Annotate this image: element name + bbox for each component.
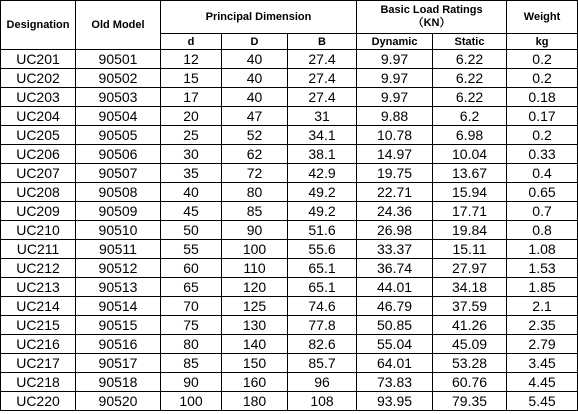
cell-dynamic: 22.71 <box>357 183 433 202</box>
cell-d: 65 <box>161 278 222 297</box>
cell-old-model: 90520 <box>76 392 161 411</box>
cell-dynamic: 73.83 <box>357 373 433 392</box>
table-row <box>1 278 578 297</box>
cell-weight: 0.2 <box>507 50 578 69</box>
cell-static: 6.22 <box>433 88 507 107</box>
cell-weight: 2.1 <box>507 297 578 316</box>
cell-dynamic: 9.97 <box>357 69 433 88</box>
cell-d: 15 <box>161 69 222 88</box>
header-load-unit: （KN） <box>412 17 451 29</box>
cell-dynamic: 46.79 <box>357 297 433 316</box>
cell-dynamic: 55.04 <box>357 335 433 354</box>
cell-old-model: 90509 <box>76 202 161 221</box>
cell-outer-d: 40 <box>222 69 288 88</box>
cell-old-model: 90516 <box>76 335 161 354</box>
cell-b: 65.1 <box>288 259 357 278</box>
cell-old-model: 90510 <box>76 221 161 240</box>
cell-designation: UC207 <box>1 164 76 183</box>
table-row <box>1 50 578 69</box>
cell-outer-d: 40 <box>222 50 288 69</box>
cell-dynamic: 9.97 <box>357 88 433 107</box>
cell-weight: 0.8 <box>507 221 578 240</box>
cell-d: 25 <box>161 126 222 145</box>
cell-b: 27.4 <box>288 88 357 107</box>
table-row <box>1 373 578 392</box>
cell-weight: 0.2 <box>507 126 578 145</box>
cell-dynamic: 33.37 <box>357 240 433 259</box>
table-row <box>1 183 578 202</box>
cell-b: 49.2 <box>288 183 357 202</box>
cell-weight: 5.45 <box>507 392 578 411</box>
cell-designation: UC214 <box>1 297 76 316</box>
cell-outer-d: 160 <box>222 373 288 392</box>
table-row <box>1 335 578 354</box>
table-row <box>1 259 578 278</box>
cell-d: 70 <box>161 297 222 316</box>
header-basic-load-ratings <box>357 1 507 34</box>
cell-designation: UC202 <box>1 69 76 88</box>
cell-weight: 0.65 <box>507 183 578 202</box>
cell-d: 35 <box>161 164 222 183</box>
cell-designation: UC201 <box>1 50 76 69</box>
cell-outer-d: 120 <box>222 278 288 297</box>
cell-weight: 4.45 <box>507 373 578 392</box>
cell-outer-d: 47 <box>222 107 288 126</box>
cell-d: 100 <box>161 392 222 411</box>
cell-static: 6.2 <box>433 107 507 126</box>
cell-static: 34.18 <box>433 278 507 297</box>
cell-d: 17 <box>161 88 222 107</box>
cell-weight: 0.2 <box>507 69 578 88</box>
cell-old-model: 90514 <box>76 297 161 316</box>
cell-outer-d: 62 <box>222 145 288 164</box>
header-kg: kg <box>507 34 578 50</box>
cell-old-model: 90505 <box>76 126 161 145</box>
table-row <box>1 107 578 126</box>
cell-b: 96 <box>288 373 357 392</box>
header-weight: Weight <box>507 1 578 34</box>
cell-designation: UC209 <box>1 202 76 221</box>
cell-static: 15.11 <box>433 240 507 259</box>
cell-old-model: 90512 <box>76 259 161 278</box>
cell-static: 60.76 <box>433 373 507 392</box>
cell-d: 90 <box>161 373 222 392</box>
table-row <box>1 164 578 183</box>
table-body <box>1 50 578 411</box>
cell-outer-d: 85 <box>222 202 288 221</box>
cell-designation: UC216 <box>1 335 76 354</box>
cell-static: 27.97 <box>433 259 507 278</box>
cell-weight: 0.18 <box>507 88 578 107</box>
header-d-large: D <box>222 34 288 50</box>
cell-dynamic: 36.74 <box>357 259 433 278</box>
cell-designation: UC205 <box>1 126 76 145</box>
cell-designation: UC208 <box>1 183 76 202</box>
table-row <box>1 69 578 88</box>
table-row <box>1 316 578 335</box>
cell-designation: UC204 <box>1 107 76 126</box>
cell-b: 38.1 <box>288 145 357 164</box>
cell-d: 40 <box>161 183 222 202</box>
cell-weight: 0.4 <box>507 164 578 183</box>
cell-old-model: 90507 <box>76 164 161 183</box>
cell-b: 27.4 <box>288 50 357 69</box>
cell-dynamic: 50.85 <box>357 316 433 335</box>
cell-b: 31 <box>288 107 357 126</box>
cell-dynamic: 14.97 <box>357 145 433 164</box>
cell-designation: UC210 <box>1 221 76 240</box>
cell-weight: 1.53 <box>507 259 578 278</box>
cell-static: 53.28 <box>433 354 507 373</box>
cell-b: 49.2 <box>288 202 357 221</box>
table-row <box>1 126 578 145</box>
header-old-model: Old Model <box>76 1 161 50</box>
cell-static: 6.98 <box>433 126 507 145</box>
cell-b: 65.1 <box>288 278 357 297</box>
cell-outer-d: 100 <box>222 240 288 259</box>
cell-outer-d: 72 <box>222 164 288 183</box>
cell-designation: UC213 <box>1 278 76 297</box>
cell-designation: UC203 <box>1 88 76 107</box>
cell-outer-d: 90 <box>222 221 288 240</box>
cell-old-model: 90503 <box>76 88 161 107</box>
cell-static: 15.94 <box>433 183 507 202</box>
cell-dynamic: 24.36 <box>357 202 433 221</box>
cell-d: 80 <box>161 335 222 354</box>
cell-outer-d: 110 <box>222 259 288 278</box>
header-principal-dimension: Principal Dimension <box>161 1 357 34</box>
cell-static: 19.84 <box>433 221 507 240</box>
cell-static: 41.26 <box>433 316 507 335</box>
cell-b: 42.9 <box>288 164 357 183</box>
cell-dynamic: 93.95 <box>357 392 433 411</box>
cell-old-model: 90511 <box>76 240 161 259</box>
header-d-small: d <box>161 34 222 50</box>
table-row <box>1 392 578 411</box>
cell-b: 82.6 <box>288 335 357 354</box>
cell-d: 60 <box>161 259 222 278</box>
cell-weight: 1.85 <box>507 278 578 297</box>
cell-designation: UC211 <box>1 240 76 259</box>
cell-weight: 1.08 <box>507 240 578 259</box>
cell-dynamic: 64.01 <box>357 354 433 373</box>
cell-weight: 2.79 <box>507 335 578 354</box>
cell-static: 45.09 <box>433 335 507 354</box>
cell-static: 79.35 <box>433 392 507 411</box>
table-row <box>1 88 578 107</box>
cell-outer-d: 150 <box>222 354 288 373</box>
cell-dynamic: 9.97 <box>357 50 433 69</box>
cell-dynamic: 10.78 <box>357 126 433 145</box>
table-row <box>1 354 578 373</box>
cell-static: 17.71 <box>433 202 507 221</box>
cell-dynamic: 44.01 <box>357 278 433 297</box>
cell-designation: UC220 <box>1 392 76 411</box>
cell-old-model: 90517 <box>76 354 161 373</box>
cell-d: 30 <box>161 145 222 164</box>
header-static: Static <box>433 34 507 50</box>
cell-d: 55 <box>161 240 222 259</box>
cell-weight: 0.33 <box>507 145 578 164</box>
cell-dynamic: 9.88 <box>357 107 433 126</box>
cell-old-model: 90518 <box>76 373 161 392</box>
cell-d: 50 <box>161 221 222 240</box>
header-b: B <box>288 34 357 50</box>
cell-b: 74.6 <box>288 297 357 316</box>
cell-static: 37.59 <box>433 297 507 316</box>
cell-outer-d: 140 <box>222 335 288 354</box>
cell-dynamic: 26.98 <box>357 221 433 240</box>
cell-d: 12 <box>161 50 222 69</box>
cell-b: 108 <box>288 392 357 411</box>
cell-designation: UC212 <box>1 259 76 278</box>
cell-outer-d: 180 <box>222 392 288 411</box>
cell-old-model: 90502 <box>76 69 161 88</box>
table-row <box>1 221 578 240</box>
table-row <box>1 202 578 221</box>
cell-weight: 0.17 <box>507 107 578 126</box>
cell-outer-d: 52 <box>222 126 288 145</box>
cell-designation: UC206 <box>1 145 76 164</box>
cell-d: 75 <box>161 316 222 335</box>
cell-static: 13.67 <box>433 164 507 183</box>
cell-static: 6.22 <box>433 69 507 88</box>
cell-weight: 3.45 <box>507 354 578 373</box>
cell-old-model: 90501 <box>76 50 161 69</box>
cell-b: 55.6 <box>288 240 357 259</box>
table-row <box>1 240 578 259</box>
table-header <box>1 1 578 50</box>
cell-b: 85.7 <box>288 354 357 373</box>
cell-old-model: 90504 <box>76 107 161 126</box>
cell-designation: UC218 <box>1 373 76 392</box>
cell-static: 10.04 <box>433 145 507 164</box>
table-row <box>1 145 578 164</box>
cell-b: 51.6 <box>288 221 357 240</box>
cell-d: 85 <box>161 354 222 373</box>
header-designation: Designation <box>1 1 76 50</box>
cell-b: 34.1 <box>288 126 357 145</box>
cell-weight: 0.7 <box>507 202 578 221</box>
cell-outer-d: 130 <box>222 316 288 335</box>
cell-d: 45 <box>161 202 222 221</box>
cell-old-model: 90508 <box>76 183 161 202</box>
cell-old-model: 90506 <box>76 145 161 164</box>
cell-d: 20 <box>161 107 222 126</box>
cell-old-model: 90513 <box>76 278 161 297</box>
header-dynamic: Dynamic <box>357 34 433 50</box>
cell-old-model: 90515 <box>76 316 161 335</box>
cell-dynamic: 19.75 <box>357 164 433 183</box>
cell-weight: 2.35 <box>507 316 578 335</box>
cell-static: 6.22 <box>433 50 507 69</box>
header-basic-load-ratings-label: Basic Load Ratings <box>380 4 483 16</box>
cell-designation: UC217 <box>1 354 76 373</box>
cell-b: 27.4 <box>288 69 357 88</box>
cell-outer-d: 80 <box>222 183 288 202</box>
cell-outer-d: 40 <box>222 88 288 107</box>
cell-designation: UC215 <box>1 316 76 335</box>
cell-b: 77.8 <box>288 316 357 335</box>
table-row <box>1 297 578 316</box>
cell-outer-d: 125 <box>222 297 288 316</box>
